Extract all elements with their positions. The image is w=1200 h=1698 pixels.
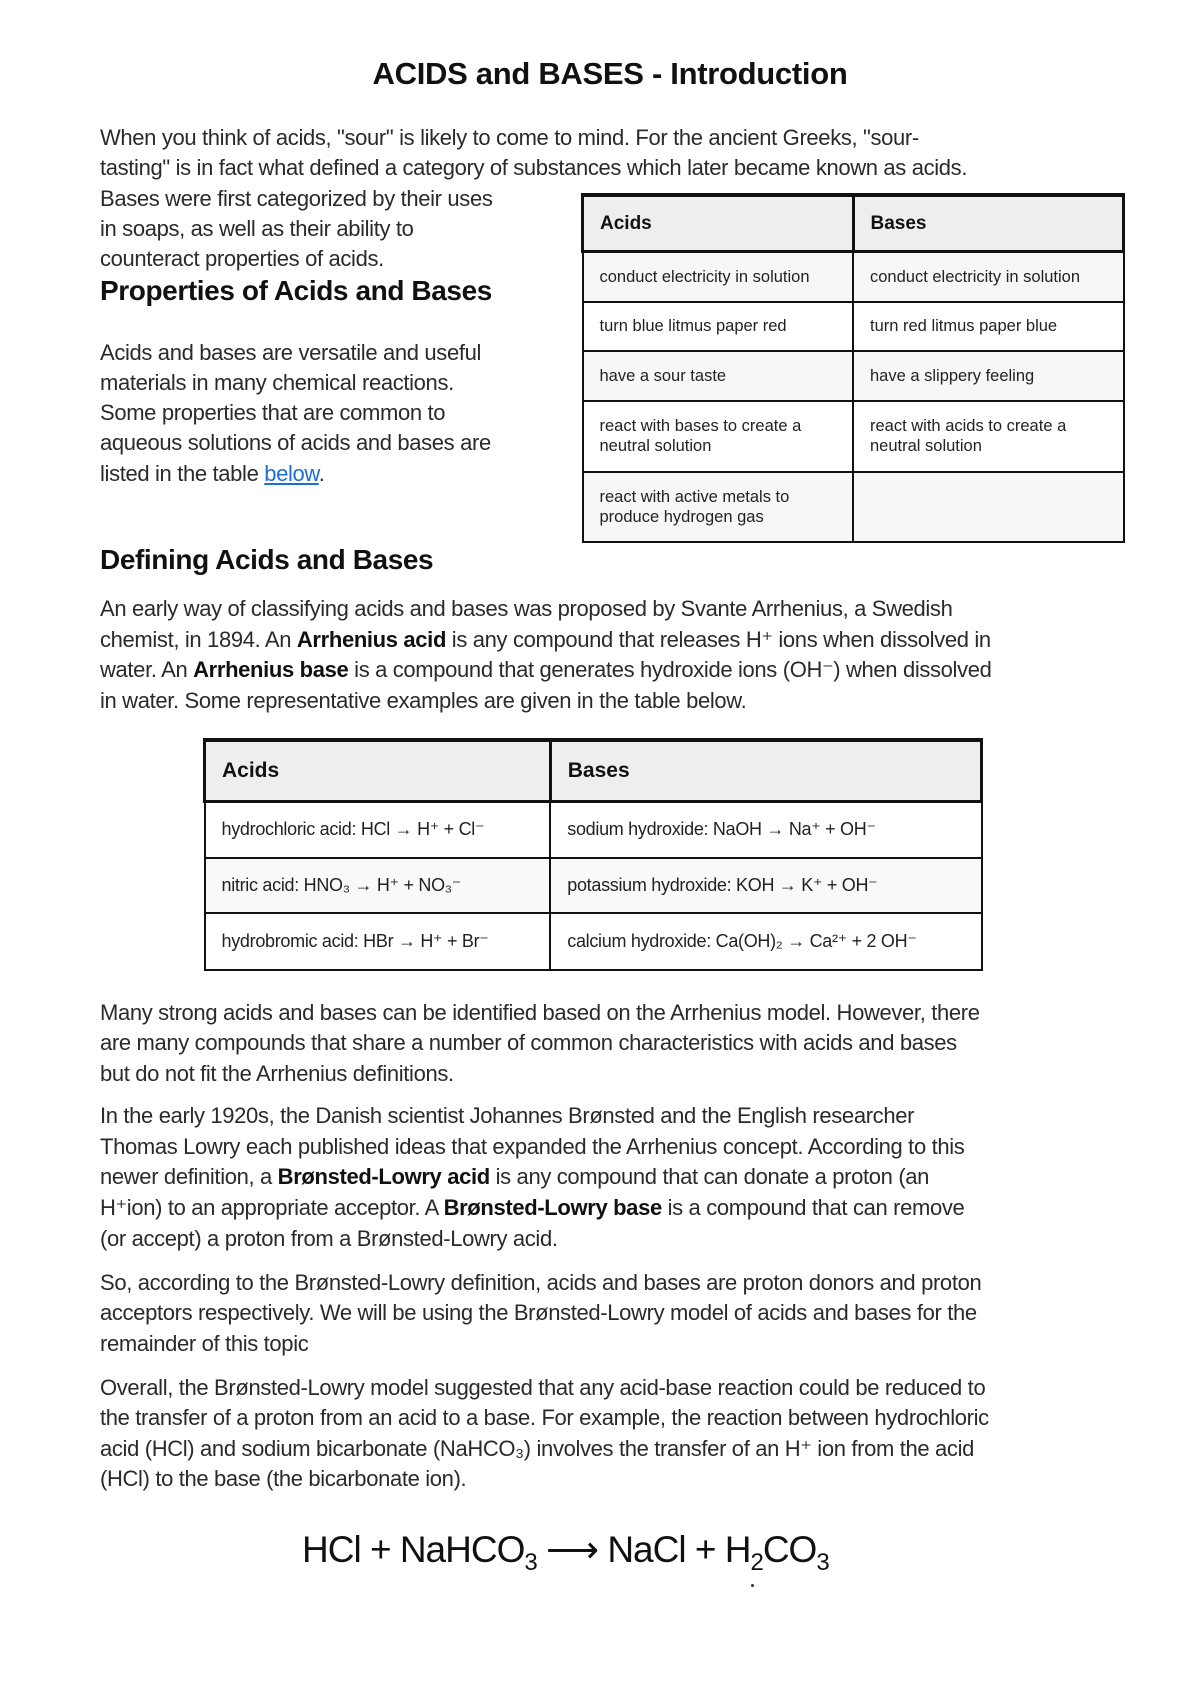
arrhenius-examples-table [203, 738, 983, 971]
table-cell: calcium hydroxide: Ca(OH)₂ → Ca²⁺ + 2 OH⁻ [550, 913, 981, 970]
text-segment: remainder of this topic [100, 1331, 309, 1356]
equation-subscript: 3 [524, 1549, 537, 1576]
table-row [205, 913, 982, 970]
bold-term: Brønsted-Lowry acid [277, 1164, 490, 1189]
text-segment: counteract properties of acids. [100, 246, 384, 271]
text-segment: materials in many chemical reactions. [100, 370, 454, 395]
text-line [100, 657, 992, 683]
text-line [100, 1164, 929, 1190]
text-segment: An early way of classifying acids and bases was proposed by Svante Arrhenius, a Swedish [100, 596, 953, 621]
equation-part: ⟶ NaCl + H [536, 1529, 751, 1570]
table-cell: hydrochloric acid: HCl → H⁺ + Cl⁻ [205, 802, 551, 858]
table-cell: hydrobromic acid: HBr → H⁺ + Br⁻ [205, 913, 551, 970]
properties-table [581, 193, 1125, 543]
table-cell: potassium hydroxide: KOH → K⁺ + OH⁻ [550, 858, 981, 913]
text-segment: Many strong acids and bases can be identified based on the Arrhenius model. However, there [100, 1000, 980, 1025]
text-segment: . [318, 461, 325, 486]
text-segment: tasting" is in fact what defined a category of substances which later became known as acids. [100, 155, 968, 180]
text-line [100, 430, 491, 456]
table-cell: nitric acid: HNO₃ → H⁺ + NO₃⁻ [205, 858, 551, 913]
equation-subscript: 2 [750, 1549, 763, 1576]
table-cell: turn blue litmus paper red [583, 302, 854, 351]
table-cell: react with active metals to produce hydrogen gas [583, 472, 854, 542]
text-line [100, 155, 967, 181]
table-cell: sodium hydroxide: NaOH → Na⁺ + OH⁻ [550, 802, 981, 858]
text-segment: are many compounds that share a number of common characteristics with acids and bases [100, 1030, 957, 1055]
table-cell: turn red litmus paper blue [853, 302, 1124, 351]
table-row [583, 401, 1124, 472]
bold-term: Arrhenius acid [296, 627, 447, 652]
text-line [100, 1375, 985, 1401]
table-cell [853, 472, 1124, 542]
text-line [100, 1436, 974, 1462]
text-line [100, 1195, 964, 1221]
text-line [100, 1466, 466, 1492]
text-line [100, 216, 414, 242]
properties-heading: Properties of Acids and Bases [100, 275, 492, 306]
text-line [100, 627, 991, 653]
stray-dot [751, 1584, 754, 1587]
table-cell: have a sour taste [583, 351, 854, 401]
table-row [583, 472, 1124, 542]
table-cell: react with bases to create a neutral solution [583, 401, 854, 472]
text-segment: aqueous solutions of acids and bases are [100, 430, 491, 455]
properties-table-header-acids: Acids [583, 195, 854, 252]
text-line [100, 1226, 558, 1252]
bold-term: Brønsted-Lowry base [443, 1195, 662, 1220]
text-segment: H⁺ion) to an appropriate acceptor. A [100, 1195, 444, 1220]
text-line [100, 370, 454, 396]
text-segment: in water. Some representative examples are given in the table below. [100, 688, 747, 713]
chemical-equation [302, 1528, 829, 1577]
text-segment: the transfer of a proton from an acid to a base. For example, the reaction between hydrochloric [100, 1405, 989, 1430]
text-segment: newer definition, a [100, 1164, 278, 1189]
text-line [100, 1030, 957, 1056]
text-segment: is any compound that can donate a proton (an [489, 1164, 930, 1189]
text-segment: acceptors respectively. We will be using the Brønsted-Lowry model of acids and bases for the [100, 1300, 977, 1325]
table-cell: have a slippery feeling [853, 351, 1124, 401]
text-segment: Thomas Lowry each published ideas that expanded the Arrhenius concept. According to this [100, 1134, 965, 1159]
table-cell: conduct electricity in solution [853, 252, 1124, 302]
text-line [100, 246, 384, 272]
text-segment: listed in the table [100, 461, 265, 486]
text-segment: Bases were first categorized by their uses [100, 186, 493, 211]
text-line [100, 1134, 964, 1160]
text-segment: is a compound that can remove [661, 1195, 965, 1220]
text-segment: Overall, the Brønsted-Lowry model suggested that any acid-base reaction could be reduced to [100, 1375, 986, 1400]
text-segment: Some properties that are common to [100, 400, 446, 425]
table-row [583, 252, 1124, 302]
text-segment: is a compound that generates hydroxide ions (OH⁻) when dissolved [348, 657, 992, 682]
text-segment: When you think of acids, "sour" is likely to come to mind. For the ancient Greeks, "sour- [100, 125, 919, 150]
text-segment: chemist, in 1894. An [100, 627, 297, 652]
text-line [100, 461, 325, 487]
text-segment: is any compound that releases H⁺ ions when dissolved in [446, 627, 991, 652]
below-link[interactable]: below [264, 461, 319, 486]
page-title: ACIDS and BASES - Introduction [372, 56, 848, 91]
text-line [100, 340, 481, 366]
text-line [100, 1061, 454, 1087]
table-row [583, 351, 1124, 401]
equation-subscript: 3 [816, 1549, 829, 1576]
table-cell: react with acids to create a neutral solution [853, 401, 1124, 472]
text-line [100, 688, 746, 714]
text-line [100, 400, 445, 426]
text-segment: So, according to the Brønsted-Lowry definition, acids and bases are proton donors and proton [100, 1270, 982, 1295]
text-segment: (HCl) to the base (the bicarbonate ion). [100, 1466, 467, 1491]
text-segment: in soaps, as well as their ability to [100, 216, 414, 241]
text-line [100, 1331, 308, 1357]
text-segment: (or accept) a proton from a Brønsted-Lowry acid. [100, 1226, 558, 1251]
examples-table-header-acids: Acids [205, 740, 551, 802]
text-line [100, 1300, 977, 1326]
text-line [100, 186, 492, 212]
properties-table-header-bases: Bases [853, 195, 1124, 252]
table-row [205, 858, 982, 913]
examples-table-header-bases: Bases [550, 740, 981, 802]
text-segment: but do not fit the Arrhenius definitions. [100, 1061, 454, 1086]
bold-term: Arrhenius base [193, 657, 349, 682]
table-cell: conduct electricity in solution [583, 252, 854, 302]
equation-part: CO [762, 1529, 817, 1570]
table-row [205, 802, 982, 858]
text-line [100, 1270, 981, 1296]
text-line [100, 1405, 989, 1431]
text-segment: Acids and bases are versatile and useful [100, 340, 482, 365]
text-segment: water. An [100, 657, 194, 682]
text-line [100, 596, 952, 622]
defining-heading: Defining Acids and Bases [100, 544, 434, 575]
text-line [100, 1000, 980, 1026]
text-segment: acid (HCl) and sodium bicarbonate (NaHCO₃) involves the transfer of an H⁺ ion from the acid [100, 1436, 974, 1461]
text-line [100, 1103, 914, 1129]
text-line [100, 125, 919, 151]
equation-part: HCl + NaHCO [302, 1529, 525, 1570]
table-row [583, 302, 1124, 351]
text-segment: In the early 1920s, the Danish scientist Johannes Brønsted and the English researcher [100, 1103, 915, 1128]
